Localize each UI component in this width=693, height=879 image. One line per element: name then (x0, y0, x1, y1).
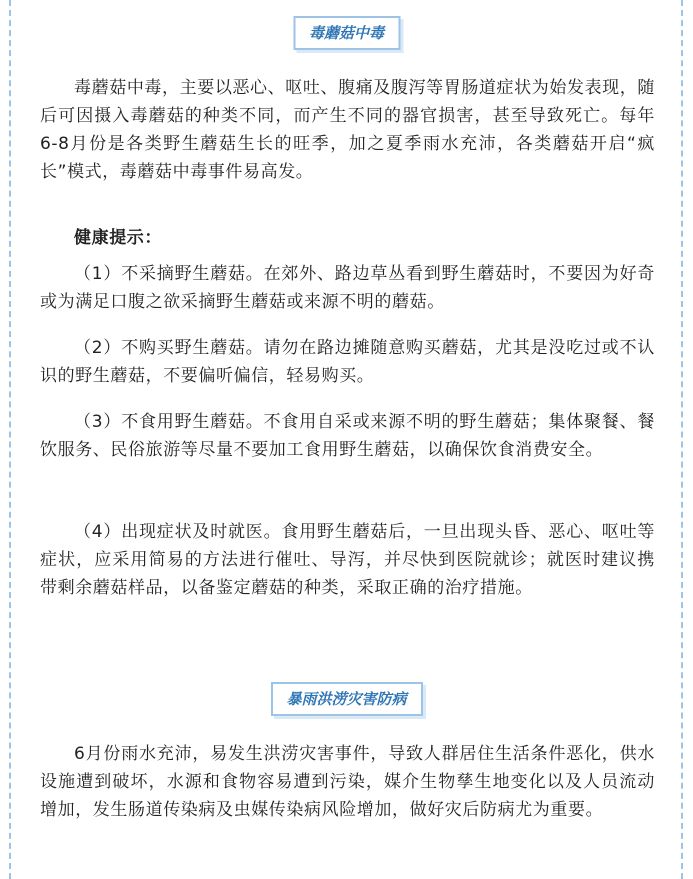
left-dashed-border (9, 0, 11, 879)
flood-intro-paragraph: 6月份雨水充沛，易发生洪涝灾害事件，导致人群居住生活条件恶化，供水设施遭到破坏，水源和食物容易遭到污染，媒介生物孳生地变化以及人员流动增加，发生肠道传染病及虫媒传染病风险增加，做好灾后防病尤为重要。 (40, 744, 655, 820)
tip-paragraph-2: （2）不购买野生蘑菇。请勿在路边摊随意购买蘑菇，尤其是没吃过或不认识的野生蘑菇，不要偏听偏信，轻易购买。 (40, 338, 655, 386)
tip-paragraph-3: （3）不食用野生蘑菇。不食用自采或来源不明的野生蘑菇；集体聚餐、餐饮服务、民俗旅游等尽量不要加工食用野生蘑菇，以确保饮食消费安全。 (40, 412, 655, 460)
right-dashed-border (681, 0, 683, 879)
mushroom-intro-paragraph: 毒蘑菇中毒，主要以恶心、呕吐、腹痛及腹泻等胃肠道症状为始发表现，随后可因摄入毒蘑菇的种类不同，而产生不同的器官损害，甚至导致死亡。每年6-8月份是各类野生蘑菇生长的旺季，加之夏季雨水充沛，各类蘑菇开启“疯长”模式，毒蘑菇中毒事件易高发。 (40, 78, 655, 182)
tip-paragraph-4: （4）出现症状及时就医。食用野生蘑菇后，一旦出现头昏、恶心、呕吐等症状，应采用简易的方法进行催吐、导泻，并尽快到医院就诊；就医时建议携带剩余蘑菇样品，以备鉴定蘑菇的种类，采取正确的治疗措施。 (40, 522, 655, 598)
section-heading-mushroom-poisoning: 毒蘑菇中毒 (293, 16, 400, 50)
health-tips-label: 健康提示： (74, 228, 162, 248)
section-heading-flood-disease-prevention: 暴雨洪涝灾害防病 (270, 682, 422, 716)
tip-paragraph-1: （1）不采摘野生蘑菇。在郊外、路边草丛看到野生蘑菇时，不要因为好奇或为满足口腹之欲采摘野生蘑菇或来源不明的蘑菇。 (40, 264, 655, 312)
